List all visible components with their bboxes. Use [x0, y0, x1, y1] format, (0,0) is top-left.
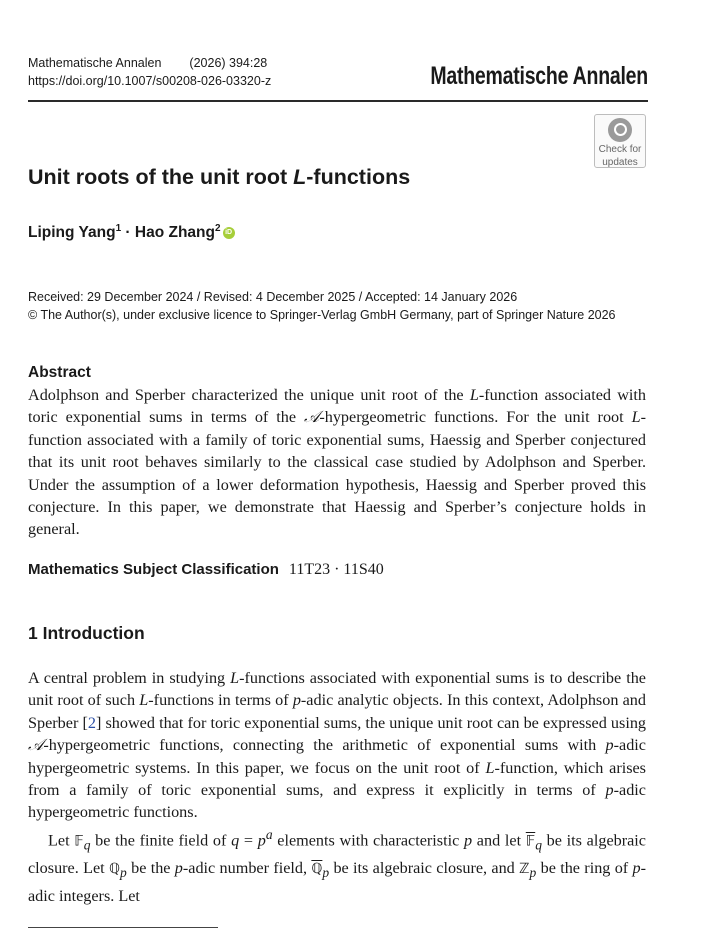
article-title [28, 165, 410, 190]
badge-line-1: Check for [598, 144, 642, 155]
introduction-body [28, 667, 646, 907]
abstract-text: -function associated with a family of toric exponential sums, Haessig and Sperber conjectured that its unit root behaves similarly to the classical case studied by Adolphson and Sperber. Under the assumption of a lower deformation hypothesis, Haessig and Sperber proved this conjecture. In this paper, we demonstrate that Haessig and Sperber’s conjecture holds in general. [28, 408, 646, 539]
math-p: p [174, 858, 183, 877]
intro-text: Let [48, 831, 75, 850]
math-Q-bar: ℚ [311, 860, 323, 877]
intro-text: A central problem in studying [28, 669, 231, 687]
math-sub-p: p [322, 865, 330, 881]
intro-text: be its algebraic closure, and [329, 858, 520, 877]
msc-label: Mathematics Subject Classification [28, 561, 279, 578]
math-p: p [464, 831, 473, 850]
doi-link[interactable]: https://doi.org/10.1007/s00208-026-03320-z [28, 74, 272, 88]
intro-text: -adic hypergeometric functions. [28, 781, 646, 822]
msc-codes: 11T23 · 11S40 [288, 561, 384, 578]
author-2-affiliation: 2 [215, 223, 221, 234]
title-text: Unit roots of the unit root [28, 165, 294, 189]
math-p: p [605, 781, 614, 800]
citation-link[interactable]: 2 [87, 713, 96, 732]
math-sub-p: p [529, 865, 537, 881]
msc-line [28, 561, 384, 579]
math-sup-a: a [265, 826, 273, 842]
intro-text: ] showed that for toric exponential sums, the unique unit root can be expressed using [95, 713, 647, 732]
math-Q: ℚ [109, 860, 121, 877]
intro-text: -functions associated with exponential sums is to describe the unit root of such [28, 669, 646, 710]
math-q: q [231, 831, 240, 850]
intro-text: elements with characteristic [272, 831, 464, 850]
math-A: 𝒜 [304, 408, 320, 427]
intro-text: and let [472, 831, 526, 850]
crossmark-icon [608, 118, 632, 142]
intro-text: -adic number field, [182, 858, 312, 877]
math-p: p [632, 858, 641, 877]
volume-info: (2026) 394:28 [189, 56, 268, 70]
intro-text: -adic hypergeometric systems. In this paper, we focus on the unit root of [28, 736, 646, 777]
math-L: L [485, 758, 495, 777]
title-suffix: -functions [306, 165, 411, 189]
section-heading: 1 Introduction [28, 623, 145, 643]
math-L: L [469, 386, 479, 404]
intro-text: be the [126, 858, 175, 877]
journal-name [28, 56, 267, 70]
intro-text: -functions in terms of [148, 691, 293, 710]
intro-text: -function, which arises from a family of toric exponential sums, and express it explicitly in terms of [28, 758, 646, 800]
abstract-text: -hypergeometric functions. For the unit root [319, 408, 632, 427]
author-list [28, 223, 235, 242]
math-sub-q: q [83, 837, 91, 853]
intro-text: -adic integers. Let [28, 858, 646, 905]
math-L: L [139, 691, 149, 710]
math-F: 𝔽 [74, 833, 84, 850]
license-statement: © The Author(s), under exclusive licence to Springer-Verlag GmbH Germany, part of Springer Nature 2026 [28, 308, 616, 322]
intro-text: -hypergeometric functions, connecting the arithmetic of exponential sums with [43, 736, 606, 755]
author-1-affiliation: 1 [115, 223, 122, 234]
header-rule [28, 100, 648, 102]
intro-text: -adic analytic objects. In this context, Adolphson and Sperber [ [28, 691, 646, 732]
math-sub-p: p [120, 865, 127, 881]
math-equals: = [239, 831, 258, 850]
journal-brand: Mathematische Annalen [430, 62, 648, 90]
intro-text: be its algebraic closure. Let [28, 831, 646, 877]
check-for-updates-badge[interactable] [594, 114, 646, 166]
orcid-icon[interactable]: iD [223, 227, 235, 239]
abstract-heading: Abstract [28, 364, 91, 381]
article-dates: Received: 29 December 2024 / Revised: 4 December 2025 / Accepted: 14 January 2026 [28, 290, 518, 304]
math-p: p [605, 736, 614, 755]
badge-frame [594, 114, 646, 168]
math-sub-q: q [535, 837, 542, 853]
intro-paragraph-1 [28, 667, 646, 824]
abstract-text: -function associated with toric exponential sums in terms of the [28, 386, 647, 427]
math-A: 𝒜 [28, 736, 44, 755]
math-L: L [631, 408, 641, 427]
math-F-bar: 𝔽 [525, 833, 536, 850]
title-italic: L [293, 165, 307, 189]
author-separator: · [121, 224, 135, 242]
abstract-body [28, 384, 646, 541]
author-2[interactable]: Hao Zhang [134, 224, 215, 242]
intro-paragraph-2 [28, 824, 646, 907]
intro-text: be the ring of [536, 858, 633, 877]
journal-title-text: Mathematische Annalen [28, 56, 162, 70]
math-Z: ℤ [519, 860, 530, 877]
math-L: L [230, 669, 240, 687]
math-p: p [257, 831, 266, 850]
abstract-text: Adolphson and Sperber characterized the unique unit root of the [28, 386, 470, 404]
badge-line-2: updates [602, 157, 638, 168]
intro-text: be the finite field of [90, 831, 232, 850]
math-p: p [292, 691, 301, 710]
author-1[interactable]: Liping Yang [28, 224, 116, 242]
